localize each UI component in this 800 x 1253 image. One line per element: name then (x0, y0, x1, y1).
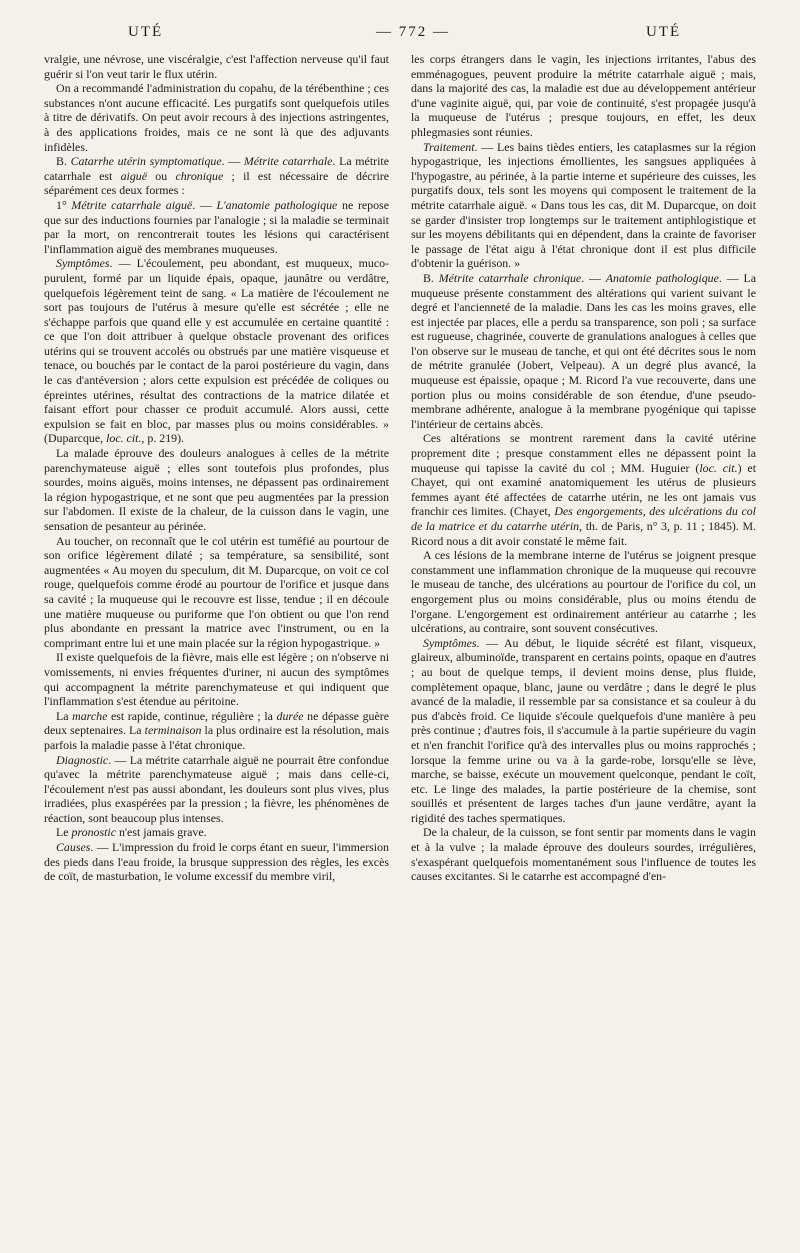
paragraph: Symptômes. — Au début, le liquide sécrété est filant, visqueux, glaireux, albuminoïde, transparent en certains points, opaque en d'autres ; au bout de quelque temps, il devient moins dense, plus fluide, complètement opaque, blanc, jaune ou verdâtre ; dans le degré le plus avancé de la maladie, il ressemble par sa consistance et sa couleur à du pus d'abcès froid. Ce liquide s'écoule quelquefois d'une manière à peu près continue ; d'autres fois, il s'accumule à la partie supérieure du vagin et n'en franchit l'orifice qu'à des intervalles plus ou moins rapprochés ; lorsque la femme urine ou va à la garde-robe, lorsqu'elle se lève, marche, se baisse, exécute un mouvement quelconque, pendant le coït, etc. Le linge des malades, la partie postérieure de la chemise, sont souillés et présentent de larges taches d'un jaune verdâtre, ayant la rigidité des taches spermatiques. (411, 635, 756, 825)
page-number: — 772 — (376, 24, 450, 40)
paragraph: La marche est rapide, continue, régulière ; la durée ne dépasse guère deux septenaires. La terminaison la plus ordinaire est la résolution, mais parfois la maladie passe à l'état chronique. (44, 708, 389, 752)
paragraph: Le pronostic n'est jamais grave. (56, 825, 207, 840)
paragraph: Il existe quelquefois de la fièvre, mais elle est légère ; on n'observe ni vomissements, ni envies fréquentes d'uriner, ni aucun des symptômes qui accompagnent la métrite parenchymateuse et qui indiquent que l'inflammation s'est étendue au péritoine. (44, 650, 389, 709)
paragraph: 1° Métrite catarrhale aiguë. — L'anatomie pathologique ne repose que sur des inductions fournies par l'analogie ; si la maladie se terminait par la mort, on rencontrerait toutes les lésions qui caractérisent l'inflammation aiguë des membranes muqueuses. (44, 197, 389, 256)
text-columns (44, 52, 756, 884)
paragraph: B. Métrite catarrhale chronique. — Anatomie pathologique. — La muqueuse présente constamment des altérations qui varient suivant le degré et l'ancienneté de la maladie. Dans les cas les moins graves, elle est injectée par places, elle a perdu sa transparence, son poli ; sa surface est rugueuse, chagrinée, couverte de granulations analogues à celles que l'on observe sur le museau de tanche, et qui ont été décrites sous le nom de métrite granulée (Jobert, Velpeau). A un degré plus avancé, la muqueuse est épaissie, opaque ; M. Ricord l'a vue recouverte, dans une portion plus ou moins considérable de son étendue, d'une pseudo-membrane adhérente, analogue à la membrane pyogénique qui tapisse l'intérieur de certains abcès. (411, 270, 756, 431)
paragraph: Symptômes. — L'écoulement, peu abondant, est muqueux, muco-purulent, formé par un liquide épais, opaque, jaunâtre ou verdâtre, quelquefois légèrement teint de sang. « La matière de l'écoulement ne sort pas toujours de l'utérus à mesure qu'elle est sécrétée ; elle ne s'échappe parfois que quand elle y est accumulée en certaine quantité : ce que l'on doit attribuer à quelque obstacle provenant des orifices utérins qui se trouvent accolés ou obstrués par une matière visqueuse et tenace, ou bouchés par le contact de la paroi postérieure du vagin, dans le cas d'antéversion ; alors cette expulsion est précédée de coliques ou épreintes utérines, résultat des contractions de la matrice dilatée et faisant effort pour chasser ce produit accumulé. Alors aussi, cette expulsion se fait en bloc, par masses plus ou moins considérables. » (Duparcque, loc. cit., p. 219). (44, 256, 389, 446)
running-head-left: UTÉ (128, 24, 164, 40)
right-column (411, 52, 756, 884)
paragraph: De la chaleur, de la cuisson, se font sentir par moments dans le vagin et à la vulve ; la malade éprouve des douleurs sourdes, irrégulières, s'exaspérant quelquefois momentanément sous l'influence de toutes les causes excitantes. Si le catarrhe est accompagné d'en- (411, 825, 756, 884)
paragraph: Diagnostic. — La métrite catarrhale aiguë ne pourrait être confondue qu'avec la métrite parenchymateuse aiguë ; mais dans celle-ci, l'écoulement n'est pas aussi abondant, les douleurs sont plus vives, plus irradiées, plus exaspérées par la pression ; la fièvre, les phénomènes de réaction, sont beaucoup plus intenses. (44, 752, 389, 825)
paragraph: B. Catarrhe utérin symptomatique. — Métrite catarrhale. La métrite catarrhale est aiguë ou chronique ; il est nécessaire de décrire séparément ces deux formes : (44, 154, 390, 198)
paragraph: les corps étrangers dans le vagin, les injections irritantes, l'abus des emménagogues, peuvent produire la métrite catarrhale aiguë ; mais, dans la majorité des cas, la maladie est due au développement antérieur d'une vaginite aiguë, qui, par voie de continuité, s'est propagée jusqu'à la muqueuse de l'utérus ; presque toujours, en effet, les deux phlegmasies sont réunies. (411, 52, 756, 139)
paragraph: vralgie, une névrose, une viscéralgie, c'est l'affection nerveuse qu'il faut guérir si l'on veut tarir le flux utérin. (44, 52, 389, 81)
paragraph: Causes. — L'impression du froid le corps étant en sueur, l'immersion des pieds dans l'eau froide, la brusque suppression des règles, les excès de coït, de masturbation, le volume excessif du membre viril, (44, 840, 389, 884)
running-head-right: UTÉ (646, 24, 682, 40)
paragraph: Au toucher, on reconnaît que le col utérin est tuméfié au pourtour de son orifice légèrement dilaté ; sa température, sa sensibilité, sont augmentées « Au moyen du speculum, dit M. Duparcque, on voit ce col rouge, quelquefois comme érodé au pourtour de l'orifice et jusque dans sa cavité ; la muqueuse qui le recouvre est lisse, tendue ; il en découle une matière muqueuse ou puriforme que l'on obtient ou que l'on rend plus abondante en pressant la matrice avec l'instrument, ou en la comprimant entre lui et une main placée sur la région hypogastrique. » (44, 533, 389, 650)
running-head (44, 22, 756, 52)
paragraph: Traitement. — Les bains tièdes entiers, les cataplasmes sur la région hypogastrique, les injections émollientes, les sangsues appliquées à l'hypogastre, au périnée, à la partie interne et supérieure des cuisses, les purgatifs doux, tels sont les moyens qui composent le traitement de la métrite catarrhale aiguë. « Dans tous les cas, dit M. Duparcque, on doit se garder d'insister trop longtemps sur le traitement antiphlogistique et sur les moyens débilitants qui en dépendent, dans la crainte de favoriser le passage de l'état aigu à l'état chronique dont il est plus difficile d'obtenir la guérison. » (411, 139, 756, 271)
paragraph: La malade éprouve des douleurs analogues à celles de la métrite parenchymateuse aiguë ; elles sont toutefois plus profondes, plus sourdes, moins aiguës, moins intenses, ne dépassent pas ordinairement la région hypogastrique, et ne sont que peu augmentées par la pression sur l'abdomen. Il existe de la chaleur, de la cuisson dans le vagin, une sensation de pesanteur au périnée. (44, 446, 389, 533)
paragraph: On a recommandé l'administration du copahu, de la térébenthine ; ces substances n'ont aucune efficacité. Les purgatifs sont quelquefois utiles à titre de dérivatifs. On peut avoir recours à des injections astringentes, à des applications froides, mais ce ne sont là que des adjuvants infidèles. (44, 81, 389, 154)
left-column (44, 52, 389, 884)
paragraph: Ces altérations se montrent rarement dans la cavité utérine proprement dite ; presque constamment elles ne dépassent point la muqueuse qui tapisse la cavité du col ; MM. Huguier (loc. cit.) et Chayet, qui ont examiné anatomiquement les utérus de plusieurs femmes ayant été affectées de catarrhe utérin, ne les ont jamais vus franchir ces limites. (Chayet, Des engorgements, des ulcérations du col de la matrice et du catarrhe utérin, th. de Paris, n° 3, p. 11 ; 1845). M. Ricord nous a dit avoir constaté le même fait. (411, 431, 757, 548)
paragraph: A ces lésions de la membrane interne de l'utérus se joignent presque constamment une inflammation chronique de la muqueuse qui recouvre le museau de tanche, des ulcérations au pourtour de l'orifice du col, un engorgement plus ou moins considérable, plus ou moins étendu de l'organe. L'engorgement est ordinairement antérieur au catarrhe ; les ulcérations, au contraire, sont souvent consécutives. (411, 548, 756, 636)
